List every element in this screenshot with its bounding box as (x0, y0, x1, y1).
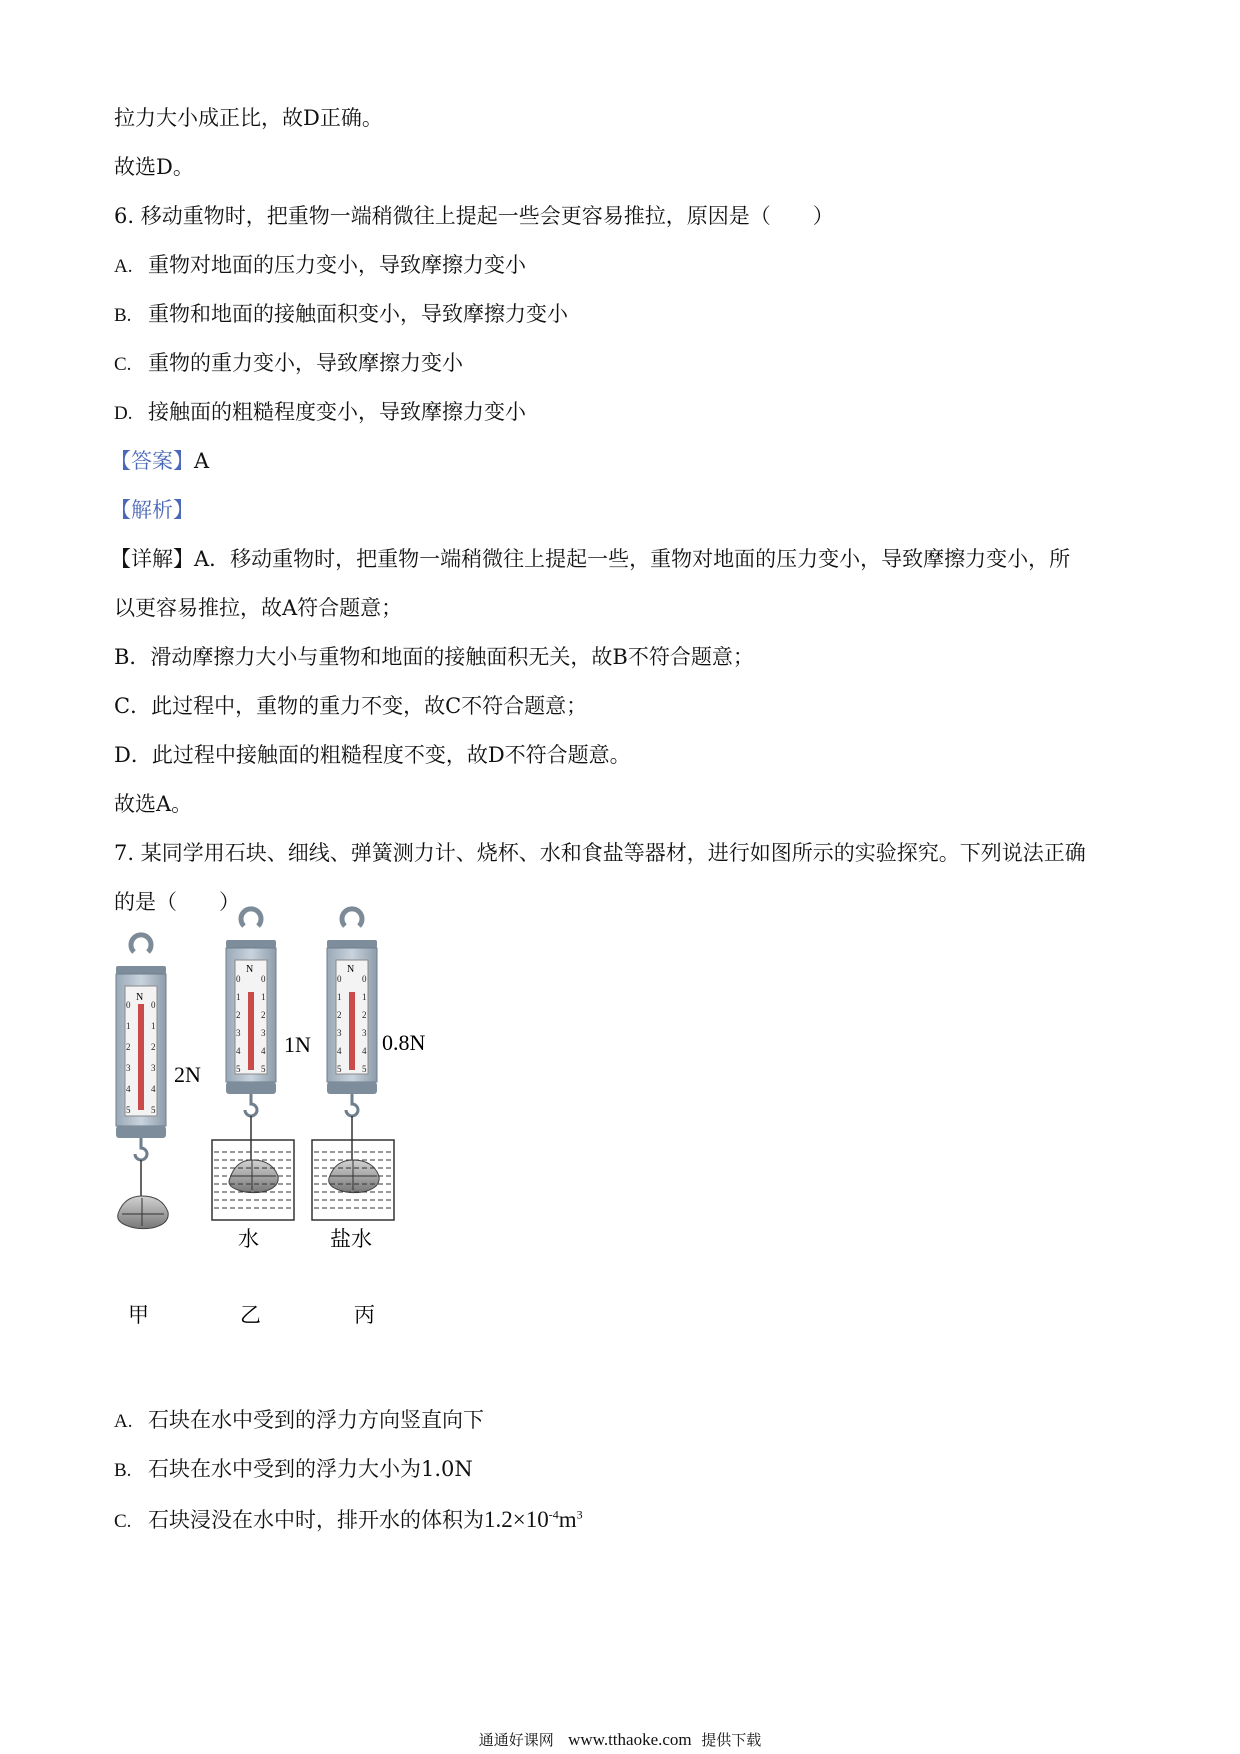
footer-site-name: 通通好课网 (478, 1731, 554, 1749)
liquid-saltwater: 盐水 (330, 1227, 372, 1251)
svg-text:4: 4 (126, 1084, 131, 1094)
svg-text:0: 0 (126, 1000, 131, 1010)
svg-text:3: 3 (337, 1028, 342, 1038)
svg-text:N: N (136, 992, 144, 1003)
option-key: C. (114, 1511, 132, 1532)
analysis-tag: 【解析】 (110, 498, 194, 522)
option-key: C. (114, 354, 132, 375)
svg-text:4: 4 (236, 1046, 241, 1056)
svg-text:2: 2 (261, 1010, 266, 1020)
option-key: B. (114, 305, 132, 326)
option-text: 石块浸没在水中时，排开水的体积为 (148, 1508, 484, 1532)
option-text: 重物的重力变小，导致摩擦力变小 (148, 351, 463, 375)
reading-bing: 0.8N (382, 1030, 426, 1055)
svg-text:0: 0 (362, 974, 367, 984)
footer-url[interactable]: www.tthaoke.com (568, 1730, 692, 1749)
svg-text:4: 4 (151, 1084, 156, 1094)
svg-text:3: 3 (362, 1028, 367, 1038)
answer-line (110, 451, 209, 472)
question-7-stem-1: 7. 某同学用石块、细线、弹簧测力计、烧杯、水和食盐等器材，进行如图所示的实验探究。下列说法正确 (114, 841, 1086, 865)
detail-option-c: C．此过程中，重物的重力不变，故C不符合题意； (114, 694, 588, 718)
volume-unit-exponent: 3 (576, 1507, 583, 1522)
svg-text:1: 1 (337, 992, 342, 1002)
prev-answer-choice: 故选D。 (114, 155, 194, 179)
svg-text:2: 2 (362, 1010, 367, 1020)
svg-text:1: 1 (261, 992, 266, 1002)
svg-text:3: 3 (261, 1028, 266, 1038)
caption-jia: 甲 (128, 1303, 149, 1327)
svg-text:1: 1 (362, 992, 367, 1002)
svg-text:5: 5 (337, 1064, 342, 1074)
spring-scale-jia (116, 935, 168, 1229)
svg-text:4: 4 (261, 1046, 266, 1056)
option-text: 石块在水中受到的浮力大小为1.0N (148, 1457, 473, 1481)
svg-text:5: 5 (126, 1105, 131, 1115)
volume-exponent: -4 (548, 1507, 559, 1522)
q6-choice: 故选A。 (114, 792, 193, 816)
svg-text:N: N (246, 964, 254, 975)
svg-text:4: 4 (362, 1046, 367, 1056)
reading-yi: 1N (284, 1032, 311, 1057)
option-key: D. (114, 403, 133, 424)
q6-option-b (114, 304, 568, 325)
svg-text:3: 3 (236, 1028, 241, 1038)
q7-option-a (114, 1410, 484, 1431)
option-text: 石块在水中受到的浮力方向竖直向下 (148, 1408, 484, 1432)
spring-scale-figure (100, 942, 460, 1347)
spring-scale-yi (226, 909, 278, 1193)
detail-option-d: D．此过程中接触面的粗糙程度不变，故D不符合题意。 (114, 743, 631, 767)
caption-bing: 丙 (354, 1303, 375, 1327)
page-footer (0, 1729, 1240, 1750)
svg-text:0: 0 (337, 974, 342, 984)
q7-option-b (114, 1459, 473, 1480)
footer-download: 提供下载 (701, 1731, 762, 1749)
svg-text:1: 1 (151, 1021, 156, 1031)
question-6-stem: 6. 移动重物时，把重物一端稍微往上提起一些会更容易推拉，原因是（ ） (114, 204, 834, 228)
reading-jia: 2N (174, 1062, 201, 1087)
option-key: A. (114, 1411, 133, 1432)
svg-text:2: 2 (151, 1042, 156, 1052)
svg-text:0: 0 (236, 974, 241, 984)
svg-text:2: 2 (236, 1010, 241, 1020)
spring-scale-bing (327, 909, 379, 1193)
volume-value: 1.2×10 (484, 1507, 549, 1532)
caption-yi: 乙 (240, 1303, 261, 1327)
svg-text:1: 1 (126, 1021, 131, 1031)
svg-text:1: 1 (236, 992, 241, 1002)
option-text: 重物和地面的接触面积变小，导致摩擦力变小 (148, 302, 568, 326)
volume-unit: m (558, 1507, 577, 1532)
svg-text:5: 5 (151, 1105, 156, 1115)
detail-line-1: 【详解】A．移动重物时，把重物一端稍微往上提起一些，重物对地面的压力变小，导致摩擦力变小，所 (110, 547, 1071, 571)
q7-option-c (114, 1508, 583, 1531)
option-key: B. (114, 1460, 132, 1481)
detail-line-2: 以更容易推拉，故A符合题意； (114, 596, 403, 620)
option-text: 重物对地面的压力变小，导致摩擦力变小 (148, 253, 526, 277)
option-text: 接触面的粗糙程度变小，导致摩擦力变小 (148, 400, 526, 424)
volume-expression (484, 1507, 583, 1532)
q6-option-c (114, 353, 463, 374)
svg-text:3: 3 (126, 1063, 131, 1073)
svg-text:0: 0 (261, 974, 266, 984)
svg-text:5: 5 (261, 1064, 266, 1074)
prev-solution-end: 拉力大小成正比，故D正确。 (114, 106, 383, 130)
question-7-stem-2: 的是（ ） (114, 890, 240, 914)
detail-option-b: B．滑动摩擦力大小与重物和地面的接触面积无关，故B不符合题意； (114, 645, 754, 669)
svg-text:3: 3 (151, 1063, 156, 1073)
option-key: A. (114, 256, 133, 277)
svg-text:N: N (347, 964, 355, 975)
svg-text:2: 2 (126, 1042, 131, 1052)
svg-text:0: 0 (151, 1000, 156, 1010)
answer-value: A (194, 449, 210, 473)
svg-text:4: 4 (337, 1046, 342, 1056)
q6-option-a (114, 255, 526, 276)
liquid-water: 水 (238, 1227, 259, 1251)
q6-option-d (114, 402, 526, 423)
svg-text:2: 2 (337, 1010, 342, 1020)
svg-text:5: 5 (236, 1064, 241, 1074)
svg-text:5: 5 (362, 1064, 367, 1074)
answer-tag: 【答案】 (110, 449, 194, 473)
